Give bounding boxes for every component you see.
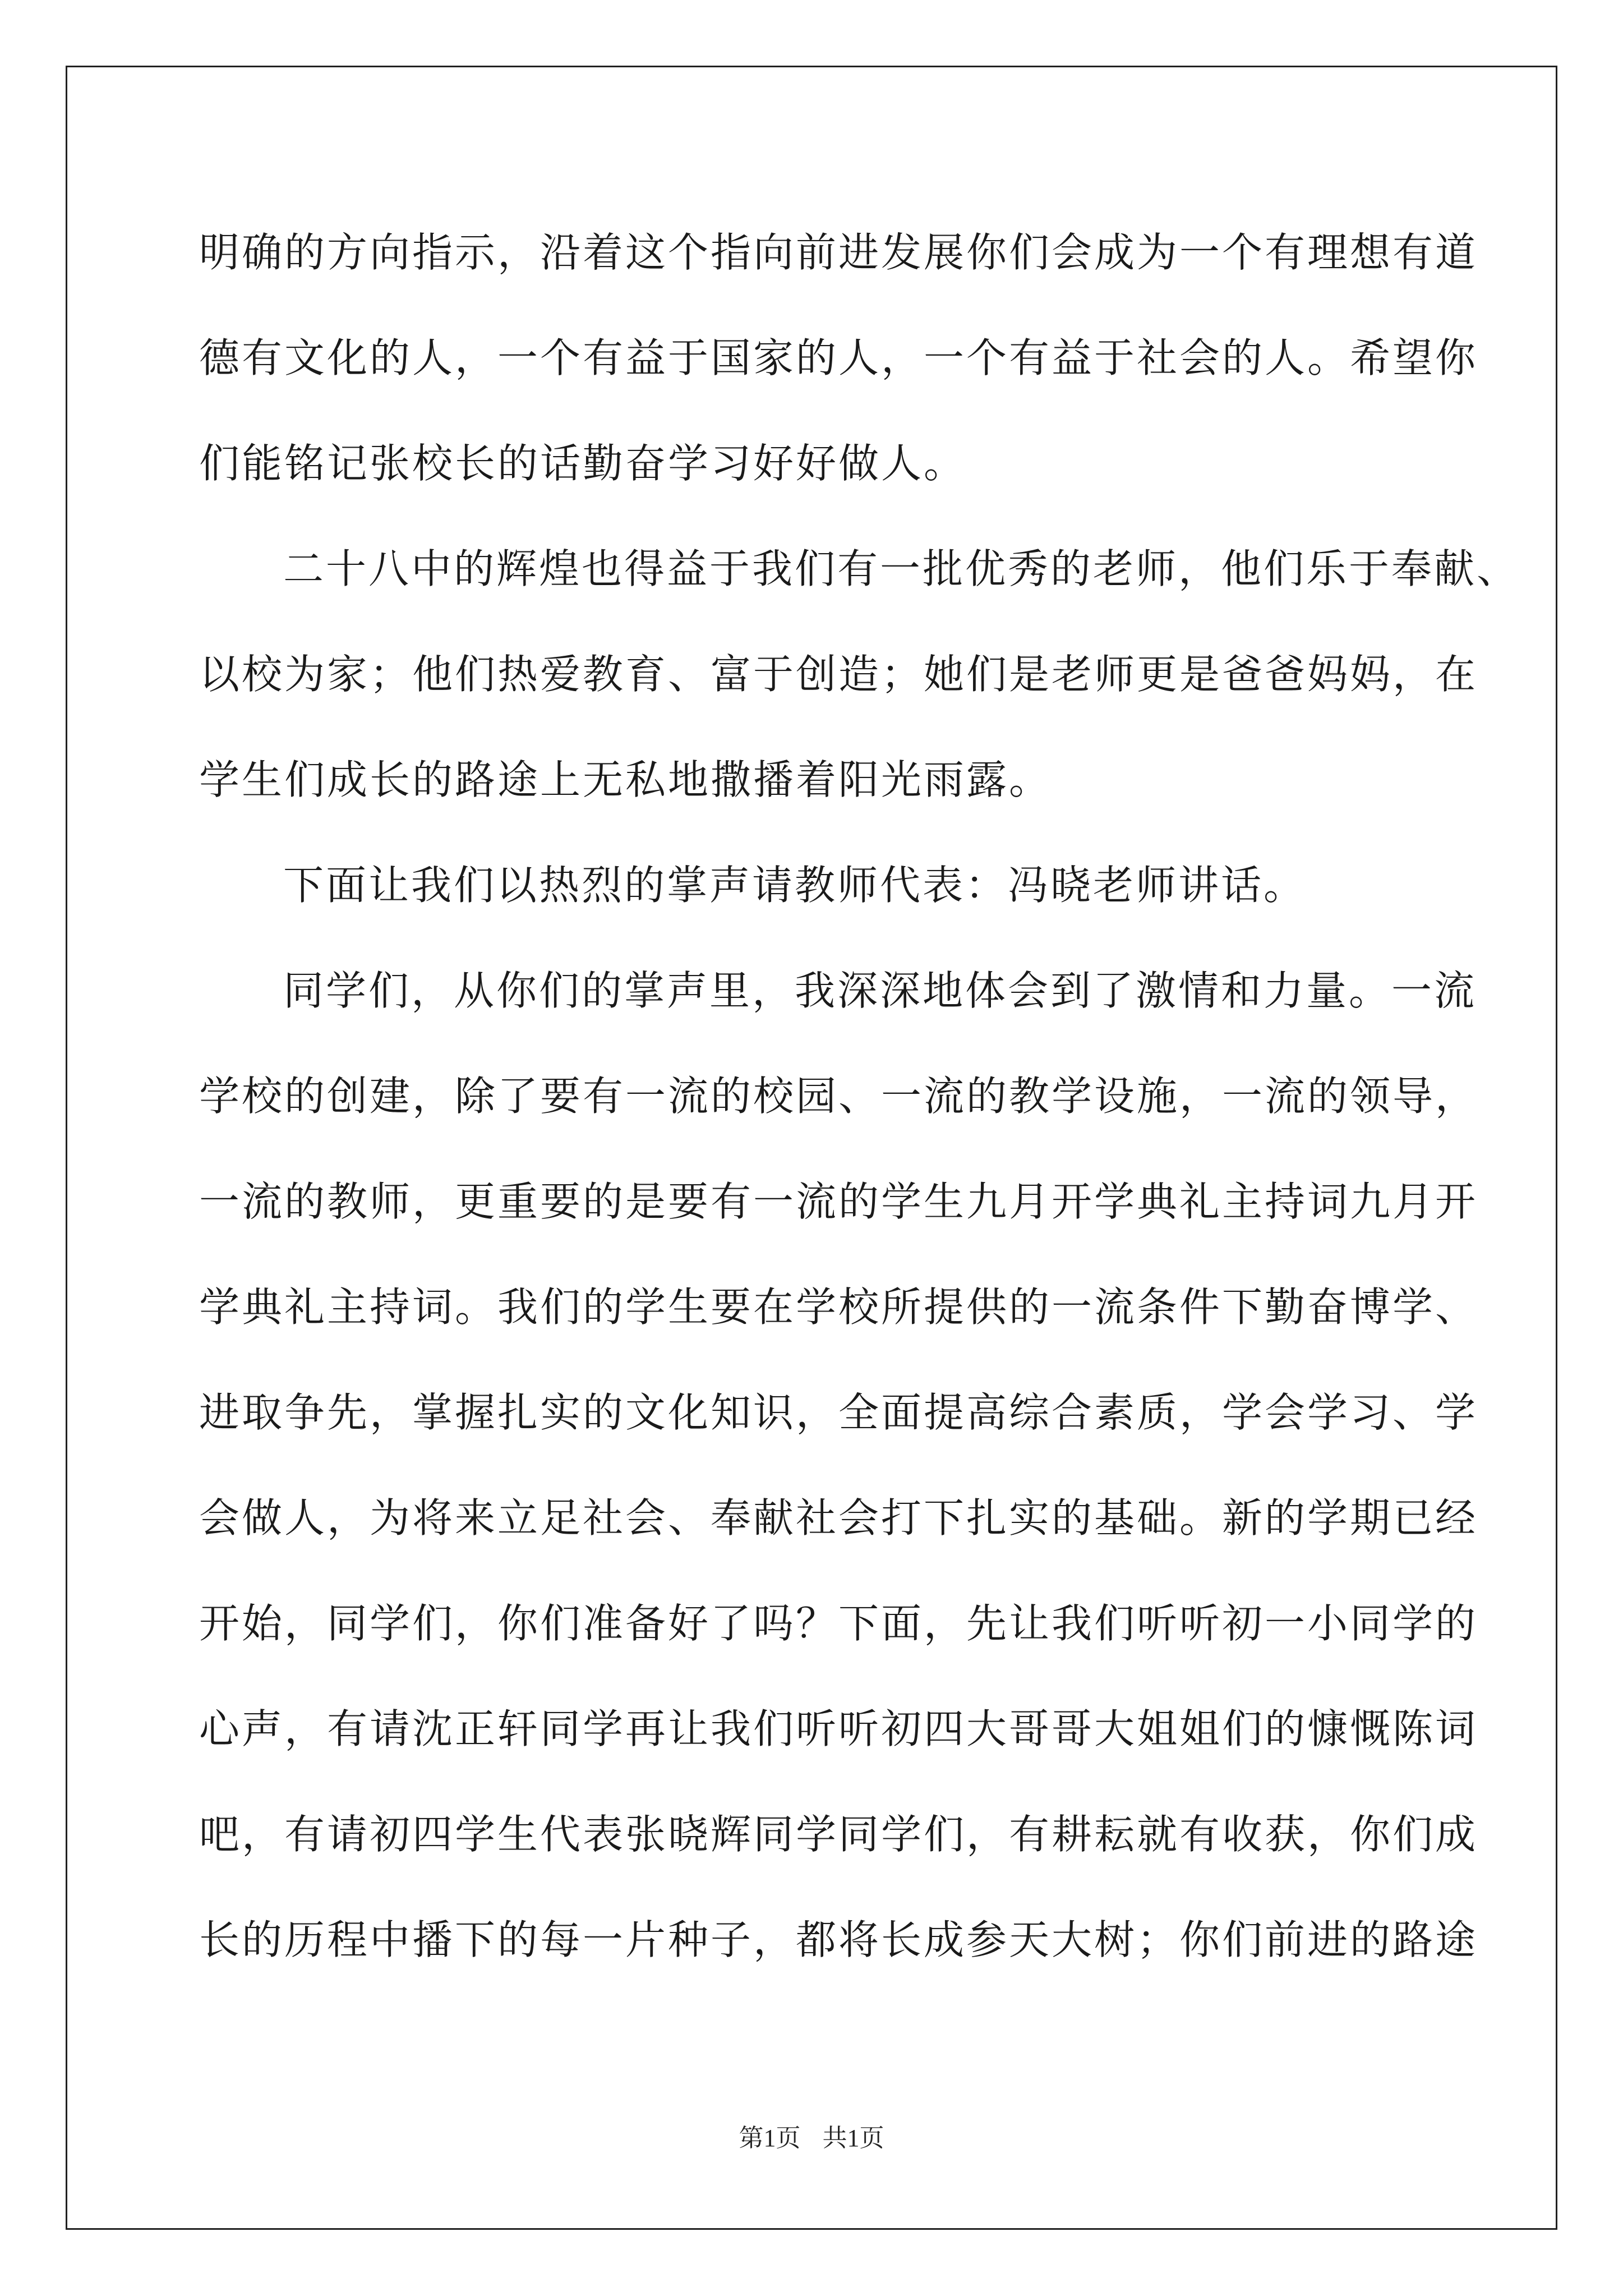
text-line: 们能铭记张校长的话勤奋学习好好做人。 xyxy=(199,440,967,487)
page-footer xyxy=(0,2118,1623,2154)
text-line: 德有文化的人，一个有益于国家的人，一个有益于社会的人。希望你 xyxy=(199,334,1478,381)
text-line: 心声，有请沈正轩同学再让我们听听初四大哥哥大姐姐们的慷慨陈词 xyxy=(199,1705,1478,1752)
text-line: 学典礼主持词。我们的学生要在学校所提供的一流条件下勤奋博学、 xyxy=(199,1283,1478,1331)
text-line: 开始，同学们，你们准备好了吗？下面，先让我们听听初一小同学的 xyxy=(199,1600,1478,1647)
paragraph-first-line: 二十八中的辉煌也得益于我们有一批优秀的老师，他们乐于奉献、 xyxy=(283,545,1520,592)
text-line: 以校为家；他们热爱教育、富于创造；她们是老师更是爸爸妈妈，在 xyxy=(199,651,1478,698)
paragraph-first-line: 同学们，从你们的掌声里，我深深地体会到了激情和力量。一流 xyxy=(283,967,1477,1014)
text-line: 学校的创建，除了要有一流的校园、一流的教学设施，一流的领导， xyxy=(199,1073,1478,1120)
text-line: 一流的教师，更重要的是要有一流的学生九月开学典礼主持词九月开 xyxy=(199,1178,1478,1225)
text-line: 进取争先，掌握扎实的文化知识，全面提高综合素质，学会学习、学 xyxy=(199,1389,1478,1436)
page-count: 共1页 xyxy=(822,2124,884,2152)
text-line: 吧，有请初四学生代表张晓辉同学同学们，有耕耘就有收获，你们成 xyxy=(199,1811,1478,1858)
text-line: 明确的方向指示，沿着这个指向前进发展你们会成为一个有理想有道 xyxy=(199,229,1478,276)
paragraph-first-line: 下面让我们以热烈的掌声请教师代表：冯晓老师讲话。 xyxy=(283,862,1307,909)
text-line: 长的历程中播下的每一片种子，都将长成参天大树；你们前进的路途 xyxy=(199,1916,1478,1963)
text-line: 会做人，为将来立足社会、奉献社会打下扎实的基础。新的学期已经 xyxy=(199,1494,1478,1542)
page-number: 第1页 xyxy=(739,2124,801,2152)
text-line: 学生们成长的路途上无私地撒播着阳光雨露。 xyxy=(199,756,1052,803)
